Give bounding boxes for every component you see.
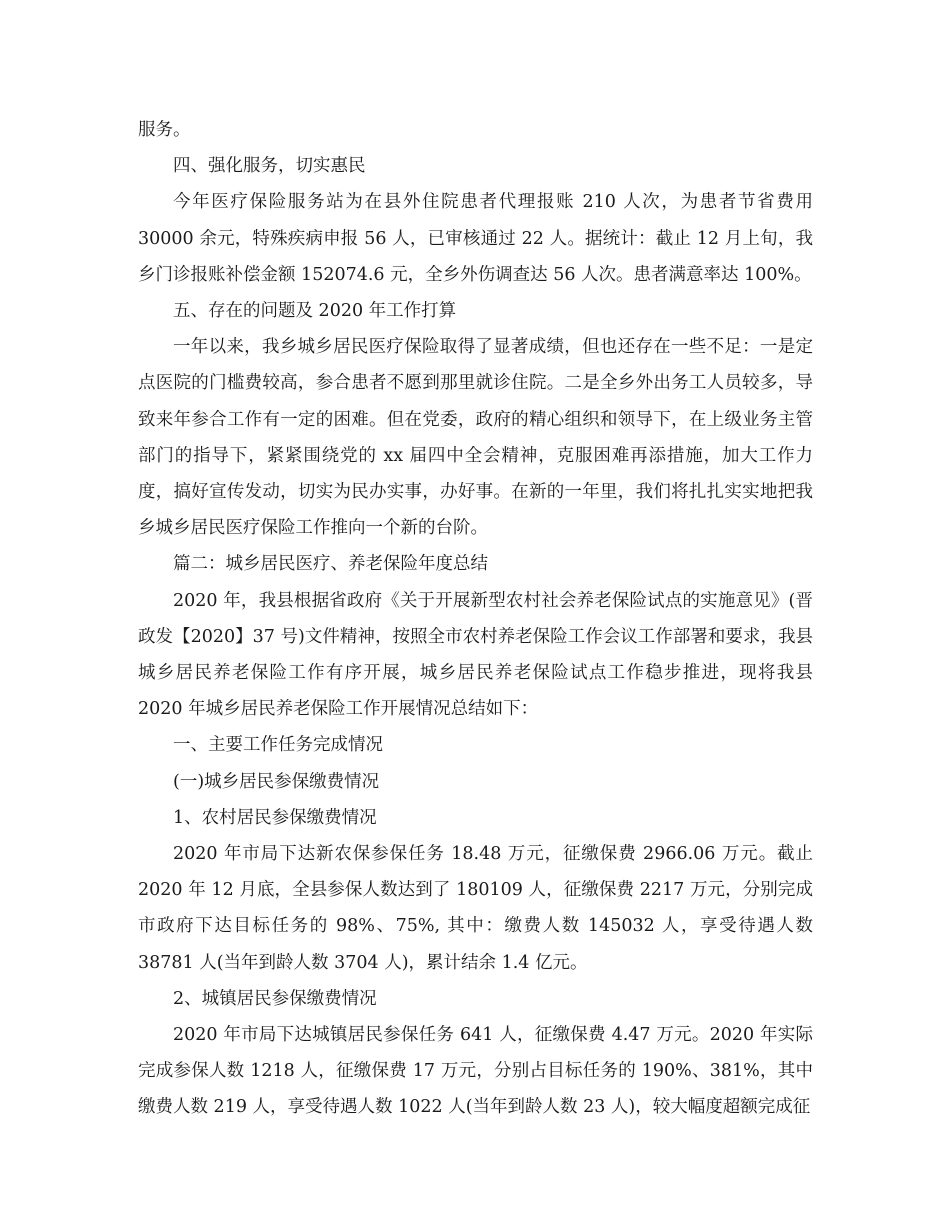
paragraph: 服务。 [138, 120, 191, 140]
subsection-heading: (一)城乡居民参保缴费情况 [173, 771, 380, 792]
paragraph: 今年医疗保险服务站为在县外住院患者代理报账 210 人次，为患者节省费用 30000 余元，特殊疾病申报 56 人，已审核通过 22 人。据统计：截止 12 月上旬，我乡门诊报账补偿金额 152074.6 元，全乡外伤调查达 56 人次。患者满意率达 100%。 [138, 192, 813, 285]
paragraph: 一年以来，我乡城乡居民医疗保险取得了显著成绩，但也还存在一些不足：一是定点医院的门槛费较高，参合患者不愿到那里就诊住院。二是全乡外出务工人员较多，导致来年参合工作有一定的困难。但在党委，政府的精心组织和领导下，在上级业务主管部门的指导下，紧紧围绕党的 xx 届四中全会精神，克服困难再添措施，加大工作力度，搞好宣传发动，切实为民办实事，办好事。在新的一年里，我们将扎扎实实地把我乡城乡居民医疗保险工作推向一个新的台阶。 [138, 337, 813, 539]
section-heading: 四、强化服务，切实惠民 [173, 156, 366, 177]
subsection-heading: 2、城镇居民参保缴费情况 [173, 988, 377, 1009]
section-heading: 五、存在的问题及 2020 年工作打算 [173, 301, 457, 322]
paragraph: 2020 年，我县根据省政府《关于开展新型农村社会养老保险试点的实施意见》(晋政发【2020】37 号)文件精神，按照全市农村养老保险工作会议工作部署和要求，我县城乡居民养老保险工作有序开展，城乡居民养老保险试点工作稳步推进，现将我县 2020 年城乡居民养老保险工作开展情况总结如下： [138, 590, 813, 720]
paragraph: 2020 年市局下达城镇居民参保任务 641 人，征缴保费 4.47 万元。2020 年实际完成参保人数 1218 人，征缴保费 17 万元，分别占目标任务的 190%、381%，其中缴费人数 219 人，享受待遇人数 1022 人(当年到龄人数 23 人)，较大幅度超额完成征 [138, 1025, 813, 1118]
paragraph: 2020 年市局下达新农保参保任务 18.48 万元，征缴保费 2966.06 万元。截止 2020 年 12 月底，全县参保人数达到了 180109 人，征缴保费 2217 万元，分别完成市政府下达目标任务的 98%、75%, 其中：缴费人数 145032 人，享受待遇人数 38781 人(当年到龄人数 3704 人)，累计结余 1.4 亿元。 [138, 844, 813, 973]
chapter-heading: 篇二：城乡居民医疗、养老保险年度总结 [173, 554, 488, 575]
section-heading: 一、主要工作任务完成情况 [173, 735, 383, 756]
subsection-heading: 1、农村居民参保缴费情况 [173, 807, 377, 828]
document-body [138, 112, 813, 1126]
